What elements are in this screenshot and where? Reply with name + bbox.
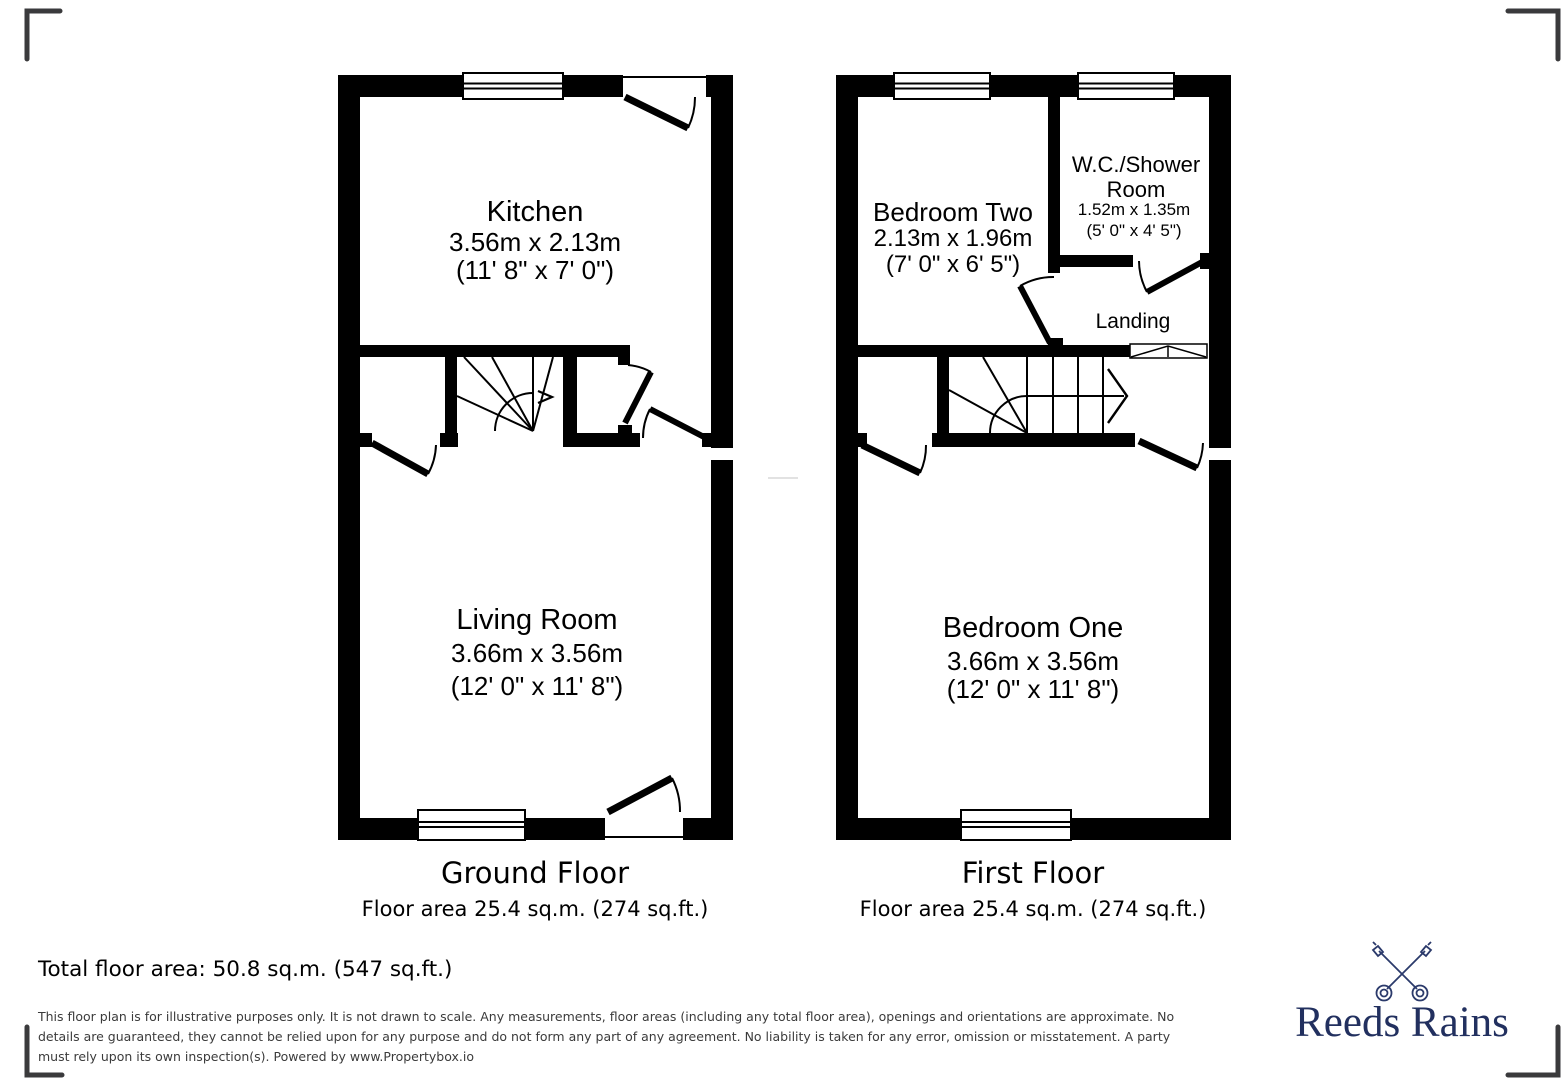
bedroom-one-window-icon [961, 810, 1071, 840]
reeds-rains-wordmark: Reeds Rains [1295, 999, 1509, 1046]
kitchen-metric-dims: 3.56m x 2.13m [449, 227, 621, 257]
wc-shower-metric-dims: 1.52m x 1.35m [1077, 200, 1191, 219]
back-door-icon [625, 97, 695, 128]
landing-label: Landing [1095, 310, 1171, 333]
living-room-metric-dims: 3.66m x 3.56m [451, 638, 623, 668]
corner-mark-top-left [27, 11, 60, 59]
living-room-door-icon [372, 443, 436, 474]
ground-floor-plan [338, 73, 733, 840]
disclaimer-line-3: must rely upon its own inspection(s). Powered by www.Propertybox.io [38, 1049, 474, 1064]
corner-mark-top-right [1508, 11, 1558, 59]
kitchen-label: Kitchen [486, 196, 584, 228]
ground-floor-area: Floor area 25.4 sq.m. (274 sq.ft.) [361, 897, 709, 921]
staircase-first-icon [949, 357, 1127, 433]
disclaimer-line-1: This floor plan is for illustrative purposes only. It is not drawn to scale. Any measurements, floor areas (including any total floor area), openings and orientations are approximate. No [38, 1009, 1175, 1024]
corner-marks [27, 11, 1558, 1075]
bedroom-two-metric-dims: 2.13m x 1.96m [873, 225, 1033, 252]
landing-balustrade-icon [1130, 344, 1207, 358]
bedroom-one-label: Bedroom One [942, 612, 1124, 644]
first-wall-opening [1209, 448, 1231, 460]
living-room-label: Living Room [456, 604, 618, 636]
kitchen-window-icon [463, 73, 563, 99]
disclaimer-line-2: details are guaranteed, they cannot be relied upon for any purpose and do not form any part of any agreement. No liability is taken for any error, omission or misstatement. A party [38, 1029, 1171, 1044]
corner-mark-bottom-right [1508, 1027, 1558, 1075]
first-floor-area: Floor area 25.4 sq.m. (274 sq.ft.) [859, 897, 1207, 921]
cupboard-door-icon [862, 445, 926, 473]
kitchen-imperial-dims: (11' 8" x 7' 0") [456, 255, 614, 285]
living-room-imperial-dims: (12' 0" x 11' 8") [450, 671, 624, 701]
living-room-window-icon [418, 810, 525, 840]
bedroom-one-door-icon [1139, 441, 1203, 468]
bedroom-two-door-icon [1020, 277, 1054, 343]
first-floor-caption: First Floor [961, 856, 1105, 890]
bedroom-one-metric-dims: 3.66m x 3.56m [947, 646, 1119, 676]
bedroom-two-window-icon [894, 73, 990, 99]
wc-window-icon [1078, 73, 1174, 99]
wc-door-icon [1139, 261, 1204, 292]
staircase-ground-icon [457, 357, 553, 431]
hall-door-icon [643, 409, 706, 438]
wc-shower-room-label: W.C./Shower Room [1071, 152, 1201, 202]
crossed-keys-icon [1373, 942, 1431, 1001]
bedroom-two-imperial-dims: (7' 0" x 6' 5") [885, 251, 1021, 278]
ground-interior-walls [360, 345, 711, 447]
faint-divider-dash [768, 477, 798, 479]
bedroom-two-label: Bedroom Two [873, 197, 1033, 227]
total-floor-area: Total floor area: 50.8 sq.m. (547 sq.ft.) [38, 957, 453, 982]
bedroom-one-imperial-dims: (12' 0" x 11' 8") [946, 674, 1120, 704]
wc-shower-imperial-dims: (5' 0" x 4' 5") [1086, 221, 1182, 240]
ground-floor-caption: Ground Floor [440, 856, 630, 890]
front-door-icon [608, 778, 680, 812]
